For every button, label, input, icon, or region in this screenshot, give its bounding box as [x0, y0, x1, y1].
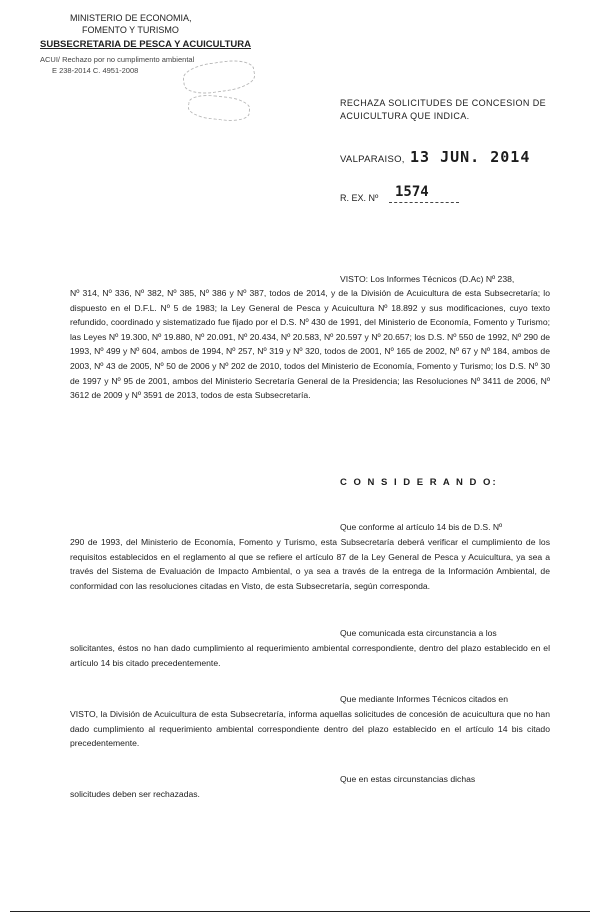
rex-number: 1574: [395, 184, 429, 200]
place-label: VALPARAISO,: [340, 154, 405, 165]
considerando-4-body: [70, 787, 550, 802]
considerando-3-body: [70, 707, 550, 751]
considerando-2-first-line: Que comunicada esta circunstancia a los: [340, 628, 497, 638]
considerando-2-text: solicitantes, éstos no han dado cumplimiento al requerimiento ambiental correspondiente, dentro del plazo establecido en el artículo 14 bis citado precedentemente.: [70, 643, 550, 668]
footer-rule: [10, 911, 590, 912]
resolution-title: RECHAZA SOLICITUDES DE CONCESION DE ACUICULTURA QUE INDICA.: [340, 98, 547, 121]
considerando-1-body: [70, 535, 550, 593]
date-stamp: 13 JUN. 2014: [410, 148, 531, 166]
visto-body: [70, 286, 550, 403]
ministry-line-2: FOMENTO Y TURISMO: [82, 25, 179, 35]
considerando-4-text: solicitudes deben ser rechazadas.: [70, 789, 200, 799]
considerando-3-text: VISTO, la División de Acuicultura de esta Subsecretaría, informa aquellas solicitudes de concesión de acuicultura que no han dado cumplimiento al requerimiento ambiental correspondiente dentro del plazo establecido en el artículo 14 bis citado precedentemente.: [70, 709, 550, 749]
considerando-heading: C O N S I D E R A N D O:: [340, 477, 498, 488]
considerando-1-first-line: Que conforme al artículo 14 bis de D.S. Nº: [340, 522, 503, 532]
subsecretaria-heading: SUBSECRETARIA DE PESCA Y ACUICULTURA: [40, 39, 251, 50]
visto-first-line: VISTO: Los Informes Técnicos (D.Ac) Nº 238,: [340, 274, 515, 284]
considerando-3-first-line: Que mediante Informes Técnicos citados en: [340, 694, 508, 704]
considerando-1-text: 290 de 1993, del Ministerio de Economía, Fomento y Turismo, esta Subsecretaría deberá verificar el cumplimiento de los requisitos establecidos en el reglamento al que se refiere el artículo 87 de la Ley General de Pesca y Acuicultura, ya sea a través del Sistema de Evaluación de Impacto Ambiental, o ya sea a través de la entrega de la Información Ambiental, de conformidad con las resoluciones citadas en Visto, de esta Subsecretaría, según corresponda.: [70, 537, 550, 591]
considerando-2-body: [70, 641, 550, 670]
considerando-4-first-line: Que en estas circunstancias dichas: [340, 774, 476, 784]
visto-text: Nº 314, Nº 336, Nº 382, Nº 385, Nº 386 y Nº 387, todos de 2014, y de la División de Acuicultura de esta Subsecretaría; lo dispuesto en el D.F.L. Nº 5 de 1983; la Ley General de Pesca y Acuicultura Nº 18.892 y sus modificaciones, cuyo texto refundido, coordinado y sistematizado fue fijado por el D.S. Nº 430 de 1991, del Ministerio de Economía, Fomento y Turismo; las Leyes Nº 19.300, Nº 19.880, Nº 20.091, Nº 20.434, Nº 20.583, Nº 20.597 y Nº 20.657; los D.S. Nº 550 de 1992, Nº 290 de 1993, Nº 499 y Nº 604, ambos de 1994, Nº 257, Nº 319 y Nº 320, todos de 2001, Nº 165 de 2002, Nº 67 y Nº 184, ambos de 2003, Nº 43 de 2005, Nº 50 de 2006 y Nº 202 de 2010, todos del Ministerio de Economía, Fomento y Turismo; los D.S. Nº 30 de 1997 y Nº 95 de 2001, ambos del Ministerio Secretaría General de la Presidencia; las Resoluciones Nº 3411 de 2006, Nº 3612 de 2009 y Nº 3591 de 2013, todos de esta Subsecretaría.: [70, 288, 550, 401]
reference-line-1: ACUI/ Rechazo por no cumplimento ambiental: [40, 55, 195, 64]
ministry-line-1: MINISTERIO DE ECONOMIA,: [70, 13, 192, 23]
reference-line-2: E 238-2014 C. 4951-2008: [52, 66, 139, 75]
rex-number-line: [389, 202, 459, 203]
received-stamp: [187, 93, 251, 123]
rex-label: R. EX. Nº: [340, 193, 379, 203]
